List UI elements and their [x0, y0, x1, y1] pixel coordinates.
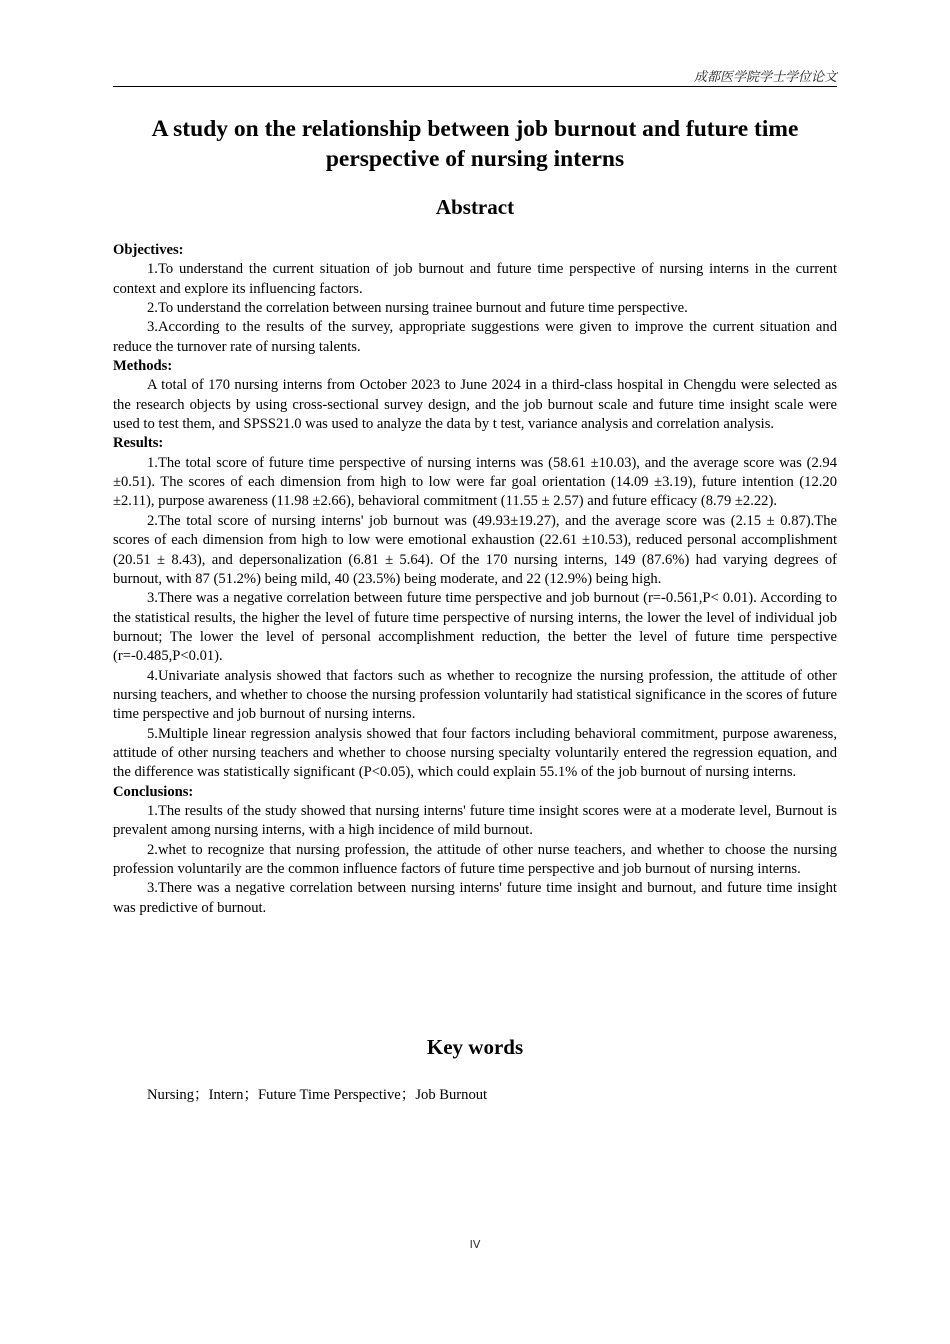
- methods-label: Methods:: [113, 358, 173, 375]
- paper-title: A study on the relationship between job burnout and future time perspective of nursing interns: [151, 116, 799, 172]
- results-item-4: 4.Univariate analysis showed that factors such as whether to recognize the nursing profession, the attitude of other nursing teachers, and whether to choose the nursing profession voluntarily had statistical significance in the scores of future time perspective and job burnout of nursing interns.: [113, 667, 837, 723]
- keywords-heading: Key words: [426, 1035, 524, 1059]
- results-item-3: 3.There was a negative correlation between future time perspective and job burnout (r=-0.561,P< 0.01). According to the statistical results, the higher the level of future time perspective of nursing interns, the lower the level of individual job burnout; The lower the level of personal accomplishment reduction, the better the level of future time perspective (r=-0.485,P<0.01).: [113, 590, 837, 665]
- conclusions-item-2: 2.whet to recognize that nursing profession, the attitude of other nurse teachers, and whether to choose the nursing profession voluntarily are the common influence factors of future time perspective and job burnout of nursing interns.: [113, 841, 837, 877]
- abstract-heading: Abstract: [435, 195, 515, 219]
- objectives-item-2: 2.To understand the correlation between nursing trainee burnout and future time perspective.: [147, 300, 688, 317]
- objectives-label: Objectives:: [113, 242, 184, 258]
- results-label: Results:: [113, 435, 164, 452]
- results-item-2: 2.The total score of nursing interns' job burnout was (49.93±19.27), and the average score was (2.15 ± 0.87).The scores of each dimension from high to low were emotional exhaustion (22.61 ±10.53), reduced personal accomplishment (20.51 ± 8.43), and depersonalization (6.81 ± 5.64). Of the 170 nursing interns, 149 (87.6%) had varying degrees of burnout, with 87 (51.2%) being mild, 40 (23.5%) being moderate, and 22 (12.9%) being high.: [113, 512, 837, 587]
- conclusions-item-3: 3.There was a negative correlation between nursing interns' future time insight and burnout, and future time insight was predictive of burnout.: [113, 880, 837, 916]
- methods-item-1: A total of 170 nursing interns from October 2023 to June 2024 in a third-class hospital in Chengdu were selected as the research objects by using cross-sectional survey design, and the job burnout scale and future time insight scale were used to test them, and SPSS21.0 was used to analyze the data by t test, variance analysis and correlation analysis.: [113, 377, 837, 433]
- conclusions-label: Conclusions:: [113, 783, 194, 800]
- running-header: 成都医学院学士学位论文: [693, 69, 837, 84]
- page-number: IV: [469, 1238, 481, 1251]
- abstract-body: [113, 241, 837, 918]
- objectives-item-3: 3.According to the results of the survey, appropriate suggestions were given to improve the current situation and reduce the turnover rate of nursing talents.: [113, 319, 837, 355]
- results-item-1: 1.The total score of future time perspective of nursing interns was (58.61 ±10.03), and the average score was (2.94 ±0.51). The scores of each dimension from high to low were far goal orientation (14.09 ±3.19), future intention (12.20 ±2.11), purpose awareness (11.98 ±2.66), behavioral commitment (11.55 ± 2.57) and future efficacy (8.79 ±2.22).: [113, 454, 837, 510]
- header-rule: [113, 86, 837, 87]
- objectives-item-1: 1.To understand the current situation of job burnout and future time perspective of nursing interns in the current context and explore its influencing factors.: [113, 261, 837, 297]
- results-item-5: 5.Multiple linear regression analysis showed that four factors including behavioral commitment, purpose awareness, attitude of other nursing teachers and whether to choose nursing specialty voluntarily entered the regression equation, and the difference was statistically significant (P<0.05), which could explain 55.1% of the job burnout of nursing interns.: [113, 725, 837, 781]
- keywords-line: Nursing；Intern；Future Time Perspective；Job Burnout: [147, 1087, 488, 1103]
- conclusions-item-1: 1.The results of the study showed that nursing interns' future time insight scores were at a moderate level, Burnout is prevalent among nursing interns, with a high incidence of mild burnout.: [113, 802, 837, 839]
